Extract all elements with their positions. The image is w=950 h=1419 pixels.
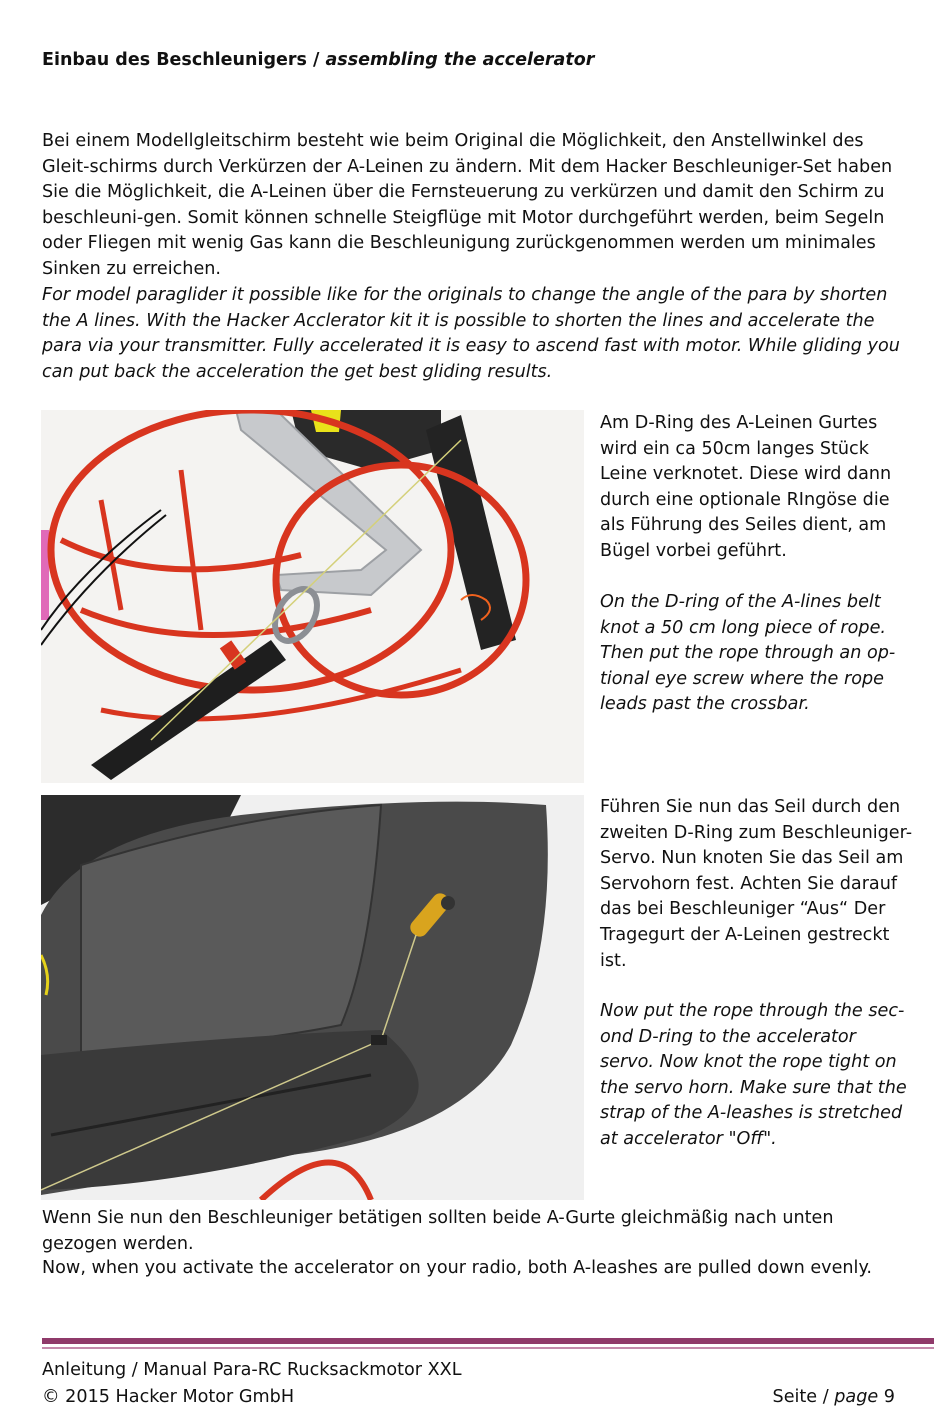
step2-german: Führen Sie nun das Seil durch den zweiten D-Ring zum Beschleuniger-Servo. Nun knoten Sie das Seil am Servohorn fest. Achten Sie darauf das bei Beschleuniger “Aus“ Der Tragegurt der A-Leinen gestreckt ist.	[600, 797, 913, 971]
step2-english: Now put the rope through the sec-ond D-ring to the accelerator servo. Now knot the rope tight on the servo horn. Make sure that the strap of the A-leashes is stretched at accelerator "Off".	[600, 1001, 907, 1149]
footer-rule	[42, 1338, 934, 1344]
photo-d-ring-frame	[41, 410, 584, 783]
heading-german: Einbau des Beschleunigers /	[42, 50, 320, 70]
intro-english: For model paraglider it possible like for the originals to change the angle of the para by shorten the A lines. With the Hacker Acclerator kit it is possible to shorten the lines and accelerate the para via your transmitter. Fully accelerated it is easy to ascend fast with motor. While gliding you can put back the acceleration the get best gliding results.	[42, 285, 900, 382]
footer-copyright: © 2015 Hacker Motor GmbH	[42, 1387, 295, 1407]
step1-english: On the D-ring of the A-lines belt knot a 50 cm long piece of rope. Then put the rope through an op-tional eye screw where the rope leads past the crossbar.	[600, 592, 896, 715]
step1-german: Am D-Ring des A-Leinen Gurtes wird ein ca 50cm langes Stück Leine verknotet. Diese wird dann durch eine optionale RIngöse die als Führung des Seiles dient, am Bügel vorbei geführt.	[600, 413, 892, 561]
footer-manual-title: Anleitung / Manual Para-RC Rucksackmotor XXL	[42, 1360, 462, 1380]
page-number	[773, 1385, 895, 1409]
page-word: page	[834, 1387, 879, 1407]
intro-german: Bei einem Modellgleitschirm besteht wie beim Original die Möglichkeit, den Anstellwinkel des Gleit-schirms durch Verkürzen der A-Leinen zu ändern. Mit dem Hacker Beschleuniger-Set haben Sie die Möglichkeit, die A-Leinen über die Fernsteuerung zu verkürzen und damit den Schirm zu beschleuni-gen. Somit können schnelle Steigflüge mit Motor durchgeführt werden, beim Segeln oder Fliegen mit wenig Gas kann die Beschleunigung zurückgenommen werden um minimales Sinken zu erreichen.	[42, 131, 893, 279]
photo-servo-horn	[41, 795, 584, 1200]
closing-english: Now, when you activate the accelerator on your radio, both A-leashes are pulled down evenly.	[42, 1258, 872, 1278]
section-heading	[42, 50, 594, 70]
page-label: Seite /	[772, 1387, 829, 1407]
closing-german: Wenn Sie nun den Beschleuniger betätigen sollten beide A-Gurte gleichmäßig nach unten gezogen werden.	[42, 1208, 834, 1254]
page-number-value: 9	[883, 1387, 895, 1407]
footer-rule-thin	[42, 1347, 934, 1349]
heading-english: assembling the accelerator	[325, 50, 595, 70]
